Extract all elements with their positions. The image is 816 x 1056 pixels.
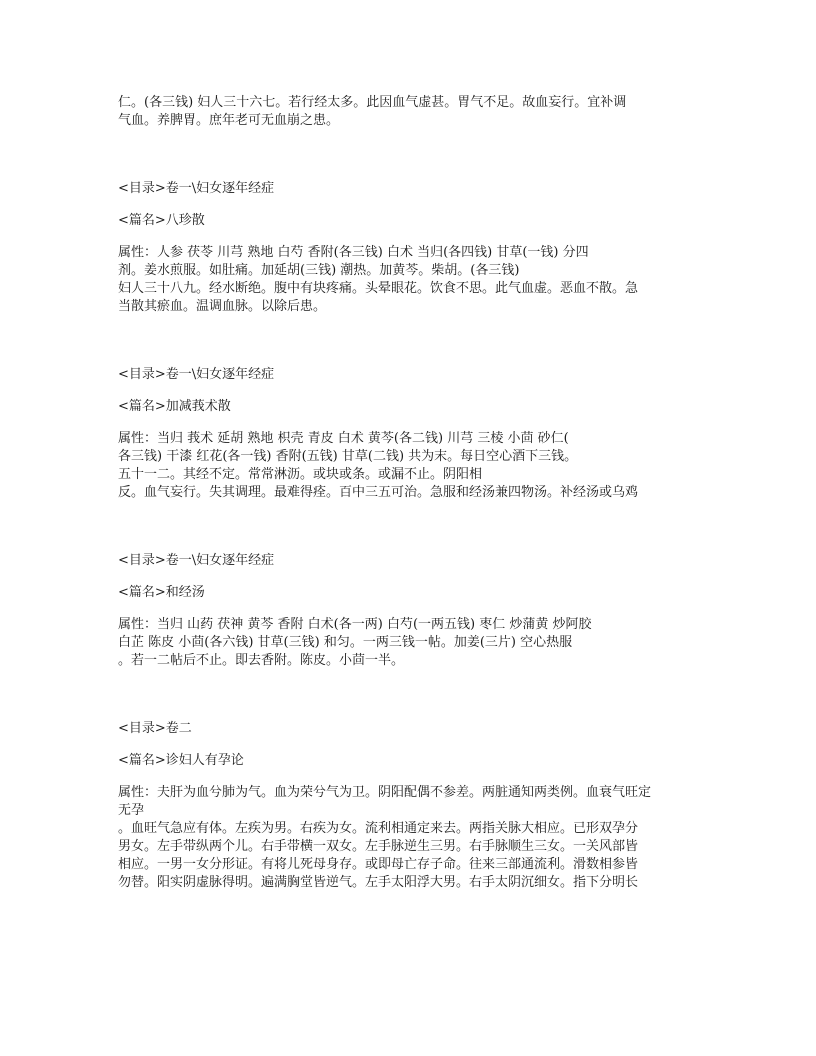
- body-line: 白芷 陈皮 小茴(各六钱) 甘草(三钱) 和匀。一两三钱一帖。加姜(三片) 空心热服: [118, 635, 573, 650]
- body-line: 相应。一男一女分形证。有将儿死母身存。或即母亡存子命。往来三部通流利。滑数相参皆: [118, 857, 639, 872]
- chapter-title: <篇名>和经汤: [118, 585, 205, 600]
- body-line: 各三钱) 干漆 红花(各一钱) 香附(五钱) 甘草(二钱) 共为末。每日空心酒下三钱。: [118, 449, 578, 464]
- catalog-heading: <目录>卷一\妇女逐年经症: [118, 553, 275, 568]
- section-jiajian-ezhu: [118, 366, 718, 502]
- document-page: [118, 94, 718, 892]
- section-body: [118, 430, 718, 502]
- body-line: 勿替。阳实阴虚脉得明。遍满胸堂皆逆气。左手太阳浮大男。右手太阴沉细女。指下分明长: [118, 875, 639, 890]
- catalog-heading: <目录>卷二: [118, 721, 192, 736]
- body-line: 属性：夫肝为血兮肺为气。血为荣兮气为卫。阴阳配偶不参差。两脏通知两类例。血衰气旺定: [118, 785, 652, 800]
- body-line: 剂。姜水煎服。如肚痛。加延胡(三钱) 潮热。加黄芩。柴胡。(各三钱): [118, 263, 520, 278]
- catalog-heading: <目录>卷一\妇女逐年经症: [118, 367, 275, 382]
- section-body: [118, 244, 718, 316]
- intro-line: 气血。养脾胃。庶年老可无血崩之患。: [118, 113, 340, 128]
- catalog-heading: <目录>卷一\妇女逐年经症: [118, 181, 275, 196]
- chapter-title: <篇名>诊妇人有孕论: [118, 753, 244, 768]
- body-line: 反。血气妄行。失其调理。最难得痊。百中三五可治。急服和经汤兼四物汤。补经汤或乌鸡: [118, 485, 639, 500]
- body-line: 当散其瘀血。温调血脉。以除后患。: [118, 299, 327, 314]
- body-line: 属性：当归 山药 茯神 黄芩 香附 白术(各一两) 白芍(一两五钱) 枣仁 炒蒲黄 炒阿胶: [118, 617, 592, 632]
- chapter-title: <篇名>八珍散: [118, 213, 205, 228]
- body-line: 妇人三十八九。经水断绝。腹中有块疼痛。头晕眼花。饮食不思。此气血虚。恶血不散。急: [118, 281, 639, 296]
- body-line: 属性：人参 茯苓 川芎 熟地 白芍 香附(各三钱) 白术 当归(各四钱) 甘草(一钱) 分四: [118, 245, 589, 260]
- body-line: 属性：当归 莪术 延胡 熟地 枳壳 青皮 白术 黄芩(各二钱) 川芎 三棱 小茴 砂仁(: [118, 431, 569, 446]
- intro-paragraph: [118, 94, 718, 130]
- body-line: 无孕: [118, 803, 145, 818]
- section-hejing: [118, 552, 718, 670]
- section-bazhen: [118, 180, 718, 316]
- section-body: [118, 784, 718, 892]
- intro-line: 仁。(各三钱) 妇人三十六七。若行经太多。此因血气虚甚。胃气不足。故血妄行。宜补调: [118, 95, 627, 110]
- body-line: 。若一二帖后不止。即去香附。陈皮。小茴一半。: [118, 653, 405, 668]
- body-line: 。血旺气急应有体。左疾为男。右疾为女。流利相通定来去。两指关脉大相应。已形双孕分: [118, 821, 639, 836]
- body-line: 男女。左手带纵两个儿。右手带横一双女。左手脉逆生三男。右手脉顺生三女。一关风部皆: [118, 839, 639, 854]
- body-line: 五十一二。其经不定。常常淋沥。或块或条。或漏不止。阴阳相: [118, 467, 483, 482]
- section-pregnancy-diagnosis: [118, 720, 718, 892]
- section-body: [118, 616, 718, 670]
- chapter-title: <篇名>加减莪术散: [118, 399, 231, 414]
